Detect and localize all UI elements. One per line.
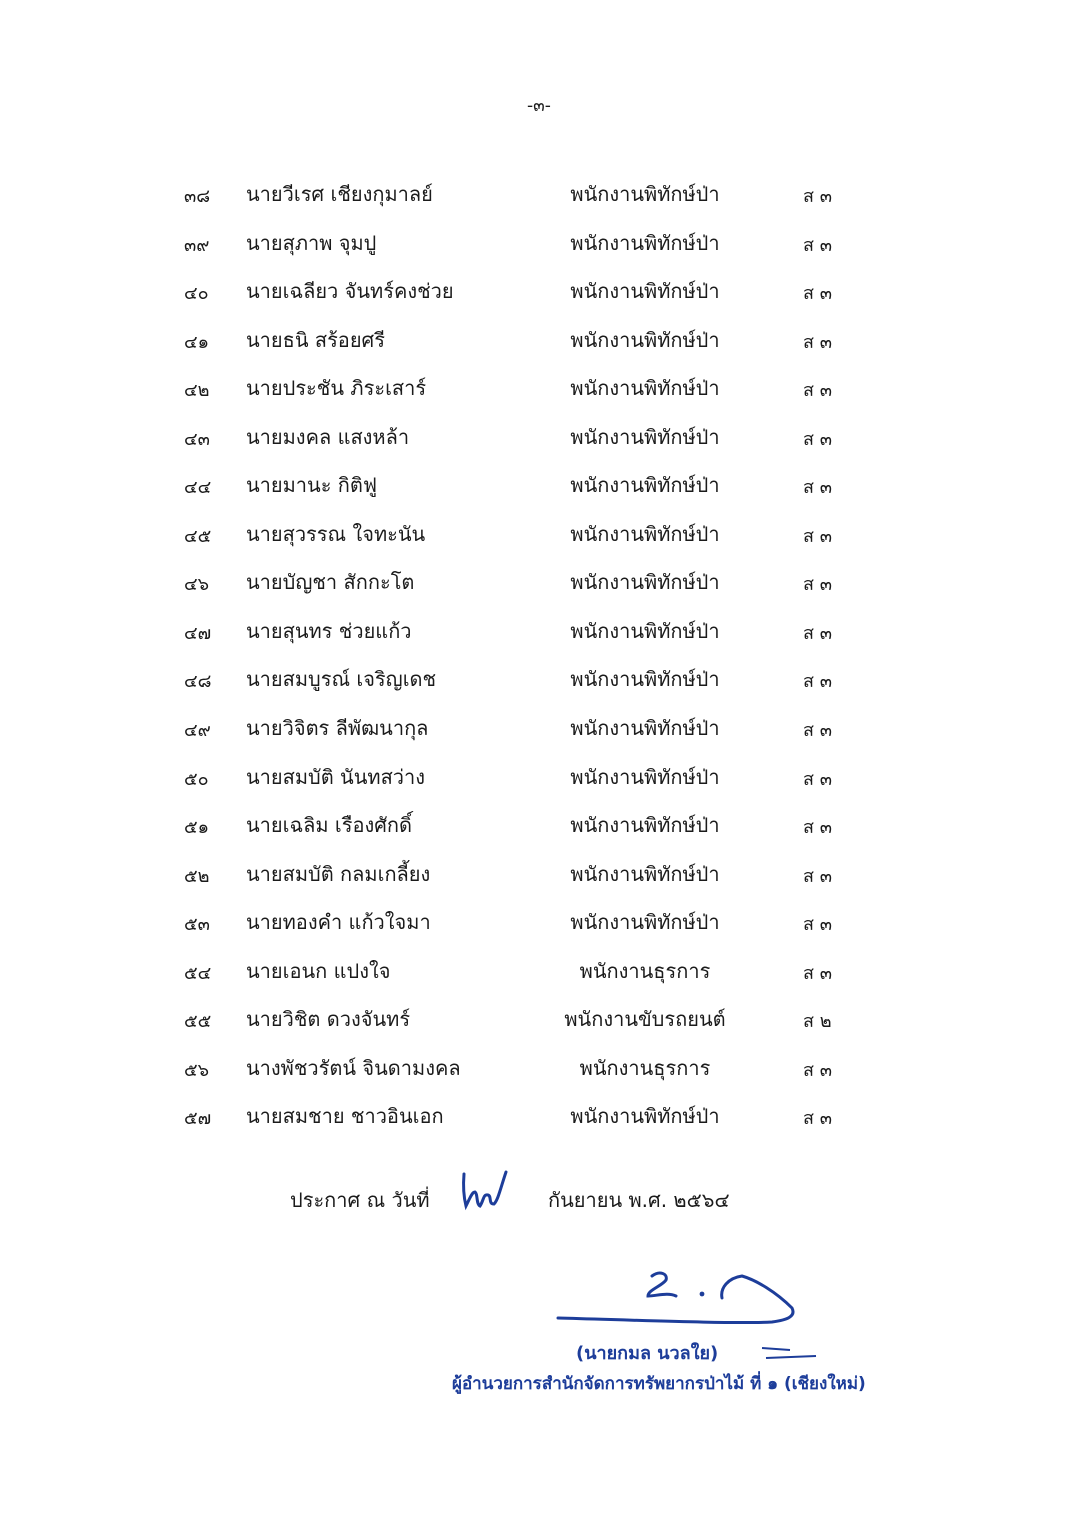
entry-grade: ส ๓ [803,622,833,644]
entry-position: พนักงานพิทักษ์ป่า [570,230,720,255]
entry-grade: ส ๒ [803,1011,832,1033]
entry-name: นายวีเรศ เชียงกุมาลย์ [246,182,433,206]
entry-number: ๔๗ [184,622,212,644]
entry-grade: ส ๓ [803,962,833,984]
entry-grade: ส ๓ [803,865,833,887]
entry-position: พนักงานธุรการ [579,1055,711,1080]
entry-number: ๔๐ [184,283,209,305]
announcement-line [0,1178,1078,1218]
table-row [0,366,1078,415]
entry-number: ๔๙ [184,720,211,742]
entry-position: พนักงานพิทักษ์ป่า [570,813,720,838]
table-row [0,318,1078,367]
table-row [0,1094,1078,1143]
entry-position: พนักงานพิทักษ์ป่า [570,279,720,304]
table-row [0,463,1078,512]
table-row [0,997,1078,1046]
entry-grade: ส ๓ [803,331,833,353]
entry-grade: ส ๓ [803,477,833,499]
entry-position: พนักงานพิทักษ์ป่า [570,473,720,498]
entry-position: พนักงานพิทักษ์ป่า [570,376,720,401]
entry-position: พนักงานพิทักษ์ป่า [570,861,720,886]
entry-grade: ส ๓ [803,1059,833,1081]
table-row [0,900,1078,949]
entry-number: ๓๘ [184,186,211,207]
table-row [0,172,1078,221]
entry-number: ๔๓ [184,428,210,450]
table-row [0,657,1078,706]
handwritten-signature [552,1258,802,1342]
entry-grade: ส ๓ [803,380,833,402]
entry-grade: ส ๓ [803,720,833,742]
entry-number: ๔๘ [184,671,212,693]
table-row [0,803,1078,852]
signatory-title: ผู้อำนวยการสำนักจัดการทรัพยากรป่าไม้ ที่ ๑ (เชียงใหม่) [452,1374,866,1394]
entry-grade: ส ๓ [803,1108,833,1130]
table-row [0,852,1078,901]
table-row [0,269,1078,318]
entry-number: ๔๑ [184,331,210,353]
entry-position: พนักงานขับรถยนต์ [564,1007,726,1032]
entry-grade: ส ๓ [803,768,833,790]
entry-number: ๕๐ [184,768,209,790]
page-number: -๓- [527,96,551,116]
entry-number: ๕๔ [184,962,212,984]
entry-grade: ส ๓ [803,574,833,596]
table-row [0,560,1078,609]
table-row [0,1046,1078,1095]
entry-position: พนักงานธุรการ [579,958,711,983]
entry-grade: ส ๓ [803,671,833,693]
entry-name: นายทองคำ แก้วใจมา [246,910,431,935]
entry-position: พนักงานพิทักษ์ป่า [570,327,720,352]
entry-name: นายสุภาพ จุมปู [246,230,377,255]
entry-number: ๕๕ [184,1011,212,1033]
entry-name: นายธนิ สร้อยศรี [246,327,385,352]
entry-position: พนักงานพิทักษ์ป่า [570,716,720,741]
entry-name: นายสุวรรณ ใจทะนัน [246,521,426,546]
entry-grade: ส ๓ [803,234,833,256]
personnel-list [0,172,1078,1143]
table-row [0,221,1078,270]
entry-number: ๔๕ [184,525,212,547]
pen-stroke-mark [760,1344,820,1364]
entry-number: ๕๒ [184,865,210,887]
entry-position: พนักงานพิทักษ์ป่า [570,1104,720,1129]
entry-position: พนักงานพิทักษ์ป่า [570,667,720,692]
entry-position: พนักงานพิทักษ์ป่า [570,764,720,789]
entry-name: นายสมบูรณ์ เจริญเดช [246,667,437,692]
entry-name: นายบัญชา สักกะโต [246,570,415,595]
entry-grade: ส ๓ [803,817,833,839]
entry-grade: ส ๓ [803,283,833,305]
entry-name: นายสมบัติ นันทสว่าง [246,764,426,789]
entry-number: ๕๗ [184,1108,212,1130]
entry-grade: ส ๓ [803,428,833,450]
entry-position: พนักงานพิทักษ์ป่า [570,521,720,546]
entry-position: พนักงานพิทักษ์ป่า [570,424,720,449]
entry-position: พนักงานพิทักษ์ป่า [570,910,720,935]
entry-grade: ส ๓ [803,186,833,207]
entry-name: นายสมบัติ กลมเกลี้ยง [246,861,431,886]
announcement-prefix: ประกาศ ณ วันที่ [290,1188,430,1212]
table-row [0,706,1078,755]
entry-name: นายเฉลิม เรืองศักดิ์ [246,813,413,838]
entry-number: ๔๔ [184,477,212,499]
entry-number: ๓๙ [184,234,210,256]
entry-position: พนักงานพิทักษ์ป่า [570,182,720,206]
table-row [0,609,1078,658]
entry-name: นายวิชิต ดวงจันทร์ [246,1007,411,1032]
entry-position: พนักงานพิทักษ์ป่า [570,570,720,595]
entry-position: พนักงานพิทักษ์ป่า [570,618,720,643]
table-row [0,949,1078,998]
entry-number: ๔๖ [184,574,210,596]
entry-name: นายมงคล แสงหล้า [246,424,410,449]
entry-name: นายสมชาย ชาวอินเอก [246,1104,444,1129]
entry-grade: ส ๓ [803,914,833,936]
entry-number: ๕๓ [184,914,210,936]
table-row [0,512,1078,561]
entry-name: นายมานะ กิติฟู [246,473,378,498]
entry-name: นายเอนก แปงใจ [246,958,391,983]
signatory-name: (นายกมล นวลใย) [576,1343,719,1364]
entry-grade: ส ๓ [803,525,833,547]
announcement-month-year: กันยายน พ.ศ. ๒๕๖๔ [548,1188,730,1212]
entry-name: นายวิจิตร ลีพัฒนากุล [246,716,429,741]
entry-number: ๔๒ [184,380,210,402]
entry-number: ๕๖ [184,1059,210,1081]
entry-name: นางพัชวรัตน์ จินดามงคล [246,1055,461,1080]
entry-number: ๕๑ [184,817,210,839]
table-row [0,755,1078,804]
entry-name: นายเฉลียว จันทร์คงช่วย [246,279,454,304]
table-row [0,415,1078,464]
entry-name: นายประชัน ภิระเสาร์ [246,376,427,401]
handwritten-day [458,1168,514,1217]
entry-name: นายสุนทร ช่วยแก้ว [246,618,412,643]
